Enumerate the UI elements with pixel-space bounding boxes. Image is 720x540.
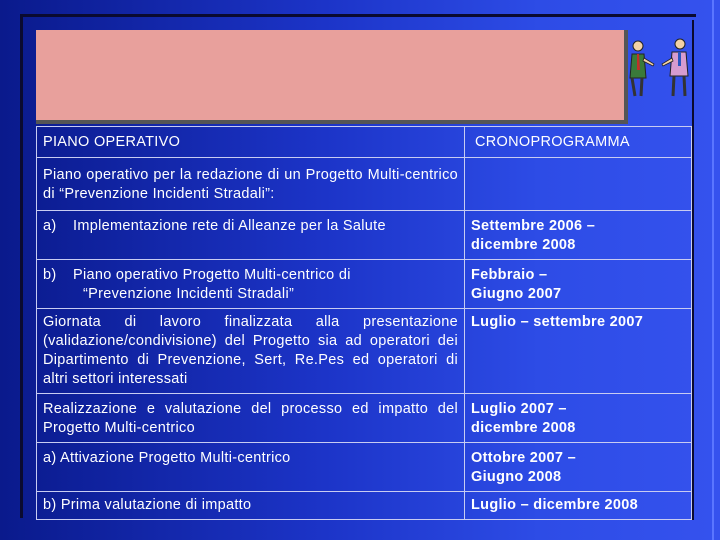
frame-top-line	[20, 14, 696, 17]
table-row	[37, 260, 692, 309]
row-b-date	[465, 260, 692, 309]
table-row	[37, 443, 692, 492]
table-header-row	[37, 127, 692, 158]
row-intro-date	[465, 158, 692, 211]
row-a-marker: a)	[43, 218, 57, 234]
row-realizzazione-date-line2: dicembre 2008	[471, 420, 576, 436]
title-box	[36, 30, 628, 124]
header-left-label: PIANO OPERATIVO	[43, 134, 181, 150]
table-row	[37, 211, 692, 260]
row-attivazione-date	[465, 443, 692, 492]
row-intro-text	[37, 158, 465, 211]
row-valutazione-text	[37, 492, 465, 520]
row-realizzazione-text	[37, 394, 465, 443]
frame-right-line	[712, 0, 714, 540]
row-a-label: Implementazione rete di Alleanze per la Salute	[73, 218, 386, 234]
row-giornata-date	[465, 309, 692, 394]
row-valutazione-date	[465, 492, 692, 520]
row-giornata-label: Giornata di lavoro finalizzata alla presentazione (validazione/condivisione) del Progetto sia ad operatori dei Dipartimento di Prevenzione, Sert, Re.Pes ed operatori di altri settori interessati	[43, 314, 458, 387]
row-realizzazione-label: Realizzazione e valutazione del processo ed impatto del Progetto Multi-centrico	[43, 401, 458, 436]
row-a-date	[465, 211, 692, 260]
row-valutazione-date-label: Luglio – dicembre 2008	[471, 497, 638, 513]
row-b-date-line2: Giugno 2007	[471, 286, 562, 302]
people-talking-icon	[624, 34, 696, 100]
table-row	[37, 492, 692, 520]
header-piano-operativo	[37, 127, 465, 158]
row-b-date-line1: Febbraio –	[471, 267, 548, 283]
row-attivazione-text	[37, 443, 465, 492]
row-a-text	[37, 211, 465, 260]
row-intro-label: Piano operativo per la redazione di un Progetto Multi-centrico di “Prevenzione Incidenti Stradali”:	[43, 167, 458, 202]
row-realizzazione-date	[465, 394, 692, 443]
row-b-label-line1: Piano operativo Progetto Multi-centrico di	[73, 267, 351, 283]
row-valutazione-label: b) Prima valutazione di impatto	[43, 497, 252, 513]
row-giornata-date-label: Luglio – settembre 2007	[471, 314, 644, 330]
row-attivazione-label: a) Attivazione Progetto Multi-centrico	[43, 450, 291, 466]
table-row	[37, 309, 692, 394]
table-row	[37, 394, 692, 443]
row-attivazione-date-line2: Giugno 2008	[471, 469, 562, 485]
frame-left-line	[20, 14, 23, 518]
table-row	[37, 158, 692, 211]
row-giornata-text	[37, 309, 465, 394]
row-realizzazione-date-line1: Luglio 2007 –	[471, 401, 567, 417]
row-attivazione-date-line1: Ottobre 2007 –	[471, 450, 576, 466]
operational-plan-table	[36, 126, 692, 520]
row-b-text	[37, 260, 465, 309]
row-b-marker: b)	[43, 267, 57, 283]
row-a-date-line2: dicembre 2008	[471, 237, 576, 253]
row-a-date-line1: Settembre 2006 –	[471, 218, 596, 234]
header-cronoprogramma	[465, 127, 692, 158]
row-b-label-line2: “Prevenzione Incidenti Stradali”	[83, 286, 295, 302]
header-right-label: CRONOPROGRAMMA	[475, 134, 630, 150]
